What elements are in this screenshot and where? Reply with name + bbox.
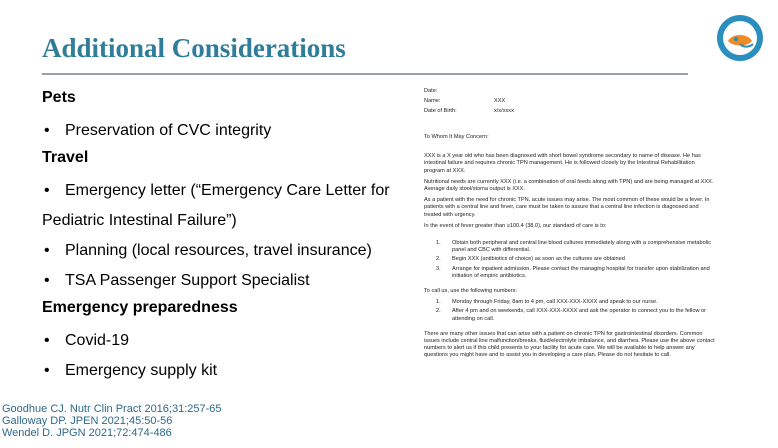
bullet-item: • Covid-19	[44, 332, 130, 349]
list-item: 1. Obtain both peripheral and central line blood cultures immediately along with a comprehensive metabolic panel and CBC with differential.	[436, 240, 712, 254]
reference-item: Goodhue CJ. Nutr Clin Pract 2016;31:257-65	[2, 403, 222, 415]
emergency-letter-image	[424, 88, 716, 364]
letter-call-intro: To call us, use the following numbers:	[424, 288, 517, 295]
bullet-item: • Preservation of CVC integrity	[44, 122, 272, 139]
title-divider	[42, 73, 688, 75]
list-item: 3. Arrange for inpatient admission. Please contact the managing hospital for transfer upon stabilization and initiation of empiric antibiotics.	[436, 265, 710, 279]
letter-salutation: To Whom It May Concern:	[424, 134, 489, 140]
bullet-item: • Emergency supply kit	[44, 362, 218, 379]
slide-title: Additional Considerations	[42, 33, 346, 63]
section-heading-emergency: Emergency preparedness	[42, 299, 238, 316]
letter-dob-row: Date of Birth: x/x/xxxx	[424, 108, 514, 114]
reference-item: Wendel D. JPGN 2021;72:474-486	[2, 427, 172, 439]
section-heading-travel: Travel	[42, 149, 89, 166]
letter-closing: There are many other issues that can arise with a patient on chronic TPN for gastrointestinal disorders. Common issues include central line malfunction/breaks, fluid/electrolyte imbalance, and diarrhea. Please use the above contact numbers to alert us if this child presents to your facility for acute care. We will be available to help answer any questions you might have and to assist you in developing a care plan. Please do not hesitate to call.	[424, 330, 715, 359]
section-heading-pets: Pets	[42, 89, 76, 106]
letter-paragraph: As a patient with the need for chronic TPN, acute issues may arise. The most common of these would be a fever. In patients with a central line and fever, care must be taken to assure that a central line infection is diagnosed and treated with urgency.	[424, 197, 710, 218]
list-item: 1. Monday through Friday, 8am to 4 pm, call XXX-XXX-XXXX and speak to our nurse.	[436, 299, 658, 306]
bullet-item: • Emergency letter (“Emergency Care Letter for	[44, 182, 390, 199]
bullet-item: • TSA Passenger Support Specialist	[44, 272, 310, 289]
letter-date-row: Date:	[424, 88, 438, 94]
letter-steps	[424, 240, 716, 280]
bullet-item: • Planning (local resources, travel insurance)	[44, 242, 372, 259]
letter-paragraph: Nutritional needs are currently XXX (i.e. a combination of oral feeds along with TPN) and are being managed at XXX. Average daily stool/stoma output is XXX.	[424, 178, 714, 193]
letter-paragraph: In the event of fever greater than ≥100.4 (38.0), our standard of care is to:	[424, 222, 607, 229]
bullet-continuation: Pediatric Intestinal Failure”)	[42, 212, 237, 229]
list-item: 2. Begin XXX (antibiotics of choice) as soon as the cultures are obtained	[436, 256, 625, 263]
references	[2, 403, 222, 439]
letter-paragraph: XXX is a X year old who has been diagnosed with short bowel syndrome secondary to name of disease. He has intestinal failure and requires chronic TPN management. He is followed closely by the Intestinal Rehabilitation program at XXX.	[424, 153, 701, 174]
letter-calls	[424, 299, 716, 323]
reference-item: Galloway DP. JPEN 2021;45:50-56	[2, 415, 173, 427]
letter-name-row: Name: XXX	[424, 98, 506, 104]
list-item: 2. After 4 pm and on weekends, call XXX-XXX-XXXX and ask the operator to connect you to the fellow or attending on call.	[436, 308, 707, 322]
content-list	[42, 86, 412, 386]
hospital-logo-icon	[716, 14, 764, 62]
